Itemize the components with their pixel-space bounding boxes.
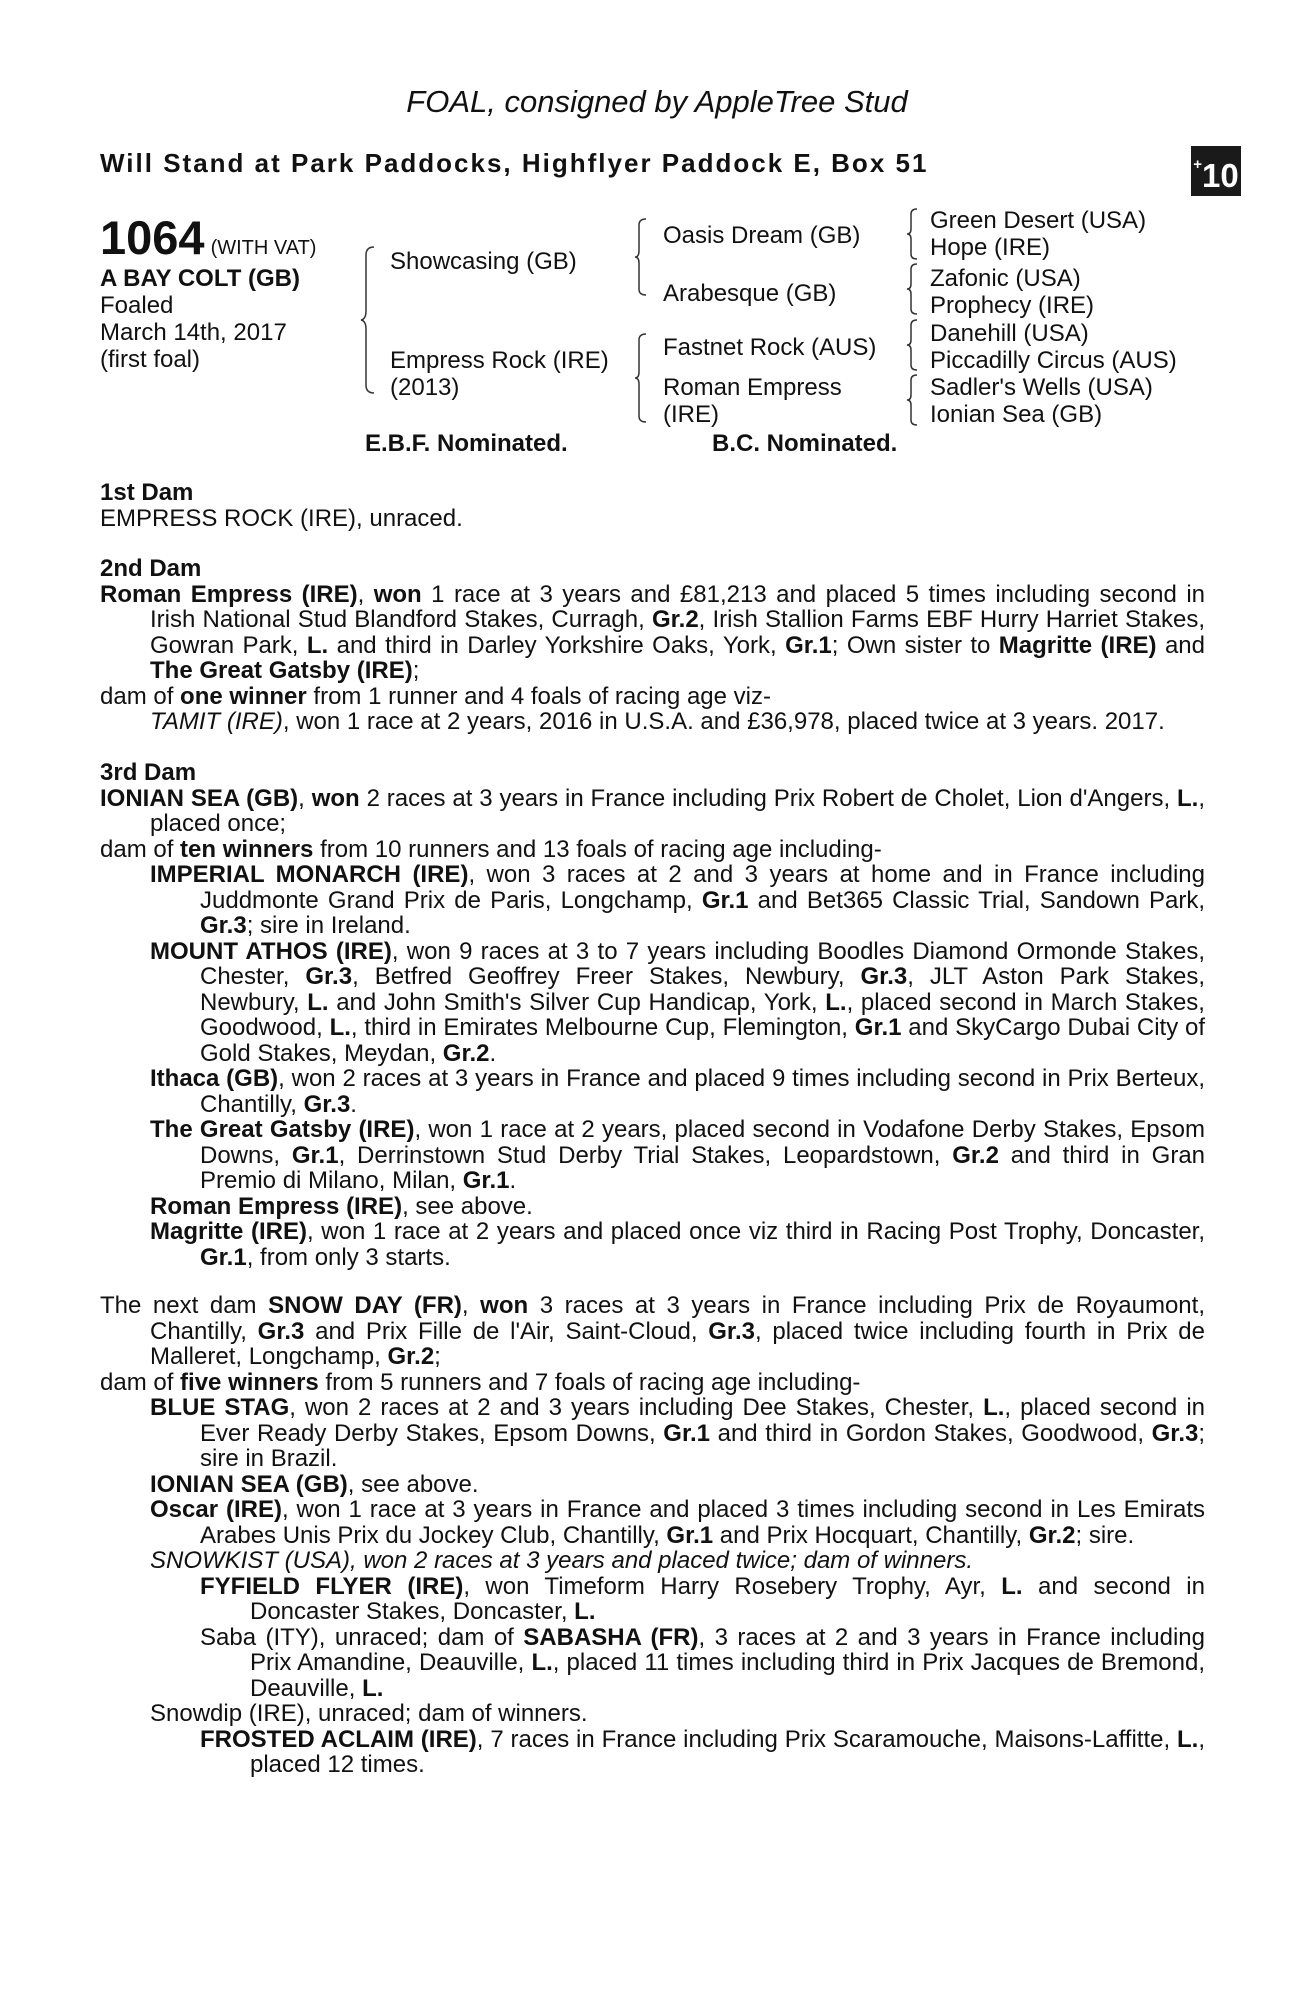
text: , placed 12 times.: [250, 1725, 1206, 1778]
bc-nominated: B.C. Nominated.: [712, 430, 898, 457]
pedigree-brace-5: [906, 262, 920, 316]
grade: L.: [531, 1649, 553, 1676]
pedigree-sdd: Prophecy (IRE): [930, 292, 1095, 319]
text: , won 2 races at 3 years and placed twice; dam of winners.: [350, 1547, 973, 1574]
grade: Gr.2: [651, 606, 699, 633]
second-dam-heading: 2nd Dam: [100, 555, 202, 582]
text: , won 2 races at 3 years in France and placed 9 times including second in Prix Berteux, Chantilly,: [200, 1065, 1205, 1118]
pedigree-brace-4: [906, 207, 920, 261]
text: , placed once;: [150, 784, 1205, 837]
text: dam of: [100, 682, 181, 710]
pedigree-sire-dam: Arabesque (GB): [663, 280, 837, 307]
lot-vat: (WITH VAT): [210, 237, 317, 259]
text: , placed twice including fourth in Prix de Malleret, Longchamp,: [150, 1317, 1206, 1370]
horse-name: SNOWKIST (USA): [150, 1547, 351, 1574]
text: .: [509, 1167, 517, 1194]
grade: L.: [362, 1674, 384, 1702]
third-dam-heading: 3rd Dam: [100, 759, 197, 786]
winners-count: five winners: [180, 1368, 319, 1396]
badge-number: 10: [1202, 157, 1239, 194]
text: and Prix Hocquart, Chantilly,: [713, 1521, 1029, 1549]
pedigree-dam-year: (2013): [390, 374, 460, 401]
plus-icon: +: [1193, 156, 1203, 173]
progeny-ithaca: [100, 1066, 1205, 1117]
third-dam-section: [100, 760, 1205, 1270]
text: , Derrinstown Stud Derby Trial Stakes, Leopardstown,: [338, 1141, 953, 1169]
text: , from only 3 starts.: [246, 1243, 451, 1271]
text: dam of: [100, 1368, 181, 1396]
grade: L.: [329, 1014, 351, 1041]
pedigree-brace-3: [634, 332, 650, 424]
winners-count: one winner: [180, 682, 307, 710]
text: , see above.: [402, 1192, 533, 1220]
progeny-saba: [100, 1625, 1205, 1702]
pedigree-dss: Danehill (USA): [930, 320, 1089, 347]
progeny-ionian-sea: [100, 1472, 1205, 1498]
grade: L.: [574, 1598, 596, 1625]
grade: Gr.2: [952, 1141, 999, 1169]
horse-name: FYFIELD FLYER (IRE): [200, 1572, 464, 1600]
grade: Gr.1: [291, 1141, 339, 1169]
horse-name: Magritte (IRE): [150, 1218, 307, 1245]
pedigree-dds: Sadler's Wells (USA): [930, 374, 1153, 401]
grade: Gr.3: [860, 963, 908, 990]
grade: Gr.3: [257, 1317, 305, 1345]
horse-name: SABASHA (FR): [523, 1623, 699, 1651]
text: , third in Emirates Melbourne Cup, Flemington,: [350, 1014, 855, 1041]
horse-name: BLUE STAG: [150, 1394, 290, 1421]
consignor-title: FOAL, consigned by AppleTree Stud: [406, 84, 908, 119]
progeny-frosted-aclaim: [100, 1727, 1205, 1778]
grade: Gr.2: [442, 1039, 490, 1067]
lot-info: [100, 265, 300, 373]
grade: Gr.1: [462, 1167, 510, 1194]
horse-name: Ithaca (GB): [150, 1065, 279, 1092]
grade: Gr.1: [200, 1243, 247, 1271]
winners-count: ten winners: [180, 835, 314, 863]
horse-name: IONIAN SEA (GB): [150, 1470, 348, 1498]
grade: Gr.1: [854, 1014, 902, 1041]
text: , won 1 race at 2 years, placed second in Vodafone Derby Stakes, Epsom Downs,: [200, 1116, 1205, 1169]
page-badge: [1191, 146, 1241, 196]
text: , JLT Aston Park Stakes, Newbury,: [200, 963, 1206, 1016]
text: , won 1 race at 3 years in France and placed 3 times including second in Les Emirats Arabes Unis Prix du Jockey Club, Chantilly,: [200, 1496, 1205, 1549]
grade: Gr.1: [701, 886, 749, 914]
text: , won Timeform Harry Rosebery Trophy, Ayr,: [463, 1572, 1002, 1600]
stand-location: Will Stand at Park Paddocks, Highflyer Paddock E, Box 51: [100, 148, 929, 178]
horse-name: Magritte (IRE): [998, 631, 1157, 659]
text: , won 2 races at 2 and 3 years including Dee Stakes, Chester,: [289, 1394, 984, 1421]
pedigree-dsd: Piccadilly Circus (AUS): [930, 347, 1177, 374]
pedigree-brace-7: [906, 373, 920, 427]
horse-name: IONIAN SEA (GB): [100, 784, 299, 812]
first-dam-section: [100, 480, 1205, 531]
progeny-roman-empress: [100, 1194, 1205, 1220]
lot-colt: A BAY COLT (GB): [100, 265, 301, 292]
text: , placed second in Ever Ready Derby Stakes, Epsom Downs,: [200, 1394, 1205, 1447]
horse-name: MOUNT ATHOS (IRE): [150, 937, 392, 965]
grade: L.: [1001, 1572, 1023, 1600]
lot-number: 1064: [100, 211, 205, 264]
lot-foal-date: March 14th, 2017: [100, 319, 287, 346]
text: ;: [412, 657, 420, 684]
progeny-magritte: [100, 1219, 1205, 1270]
second-dam-record: Roman Empress (IRE), won 1 race at 3 years and £81,213 and placed 5 times including second in Irish National Stud Blandford Stakes, Curragh, Gr.2, Irish Stallion Farms EBF Hurry Harriet Stakes, Gowran Park, L. and third in Darley Yorkshire Oaks, York, Gr.1; Own sister to Magritte (IRE) and The Great Gatsby (IRE);: [100, 580, 1206, 684]
progeny-oscar: [100, 1497, 1205, 1548]
horse-name: Oscar (IRE): [150, 1496, 282, 1523]
pedigree-ssd: Hope (IRE): [930, 234, 1051, 261]
progeny-the-great-gatsby: [100, 1117, 1205, 1194]
next-dam-produce: [100, 1370, 1205, 1396]
grade: Gr.3: [303, 1090, 351, 1118]
text: from 1 runner and 4 foals of racing age viz-: [306, 682, 771, 710]
text: 2 races at 3 years in France including Prix Robert de Cholet, Lion d'Angers,: [359, 784, 1177, 812]
pedigree-dam: Empress Rock (IRE): [390, 347, 609, 374]
text: , see above.: [347, 1470, 479, 1498]
text: and third in Darley Yorkshire Oaks, York,: [328, 631, 786, 659]
text: , Betfred Geoffrey Freer Stakes, Newbury,: [352, 963, 861, 990]
won-label: won: [480, 1292, 529, 1319]
grade: Gr.1: [785, 631, 832, 659]
pedigree-dam-sire: Fastnet Rock (AUS): [663, 334, 877, 361]
text: Saba (ITY), unraced; dam of: [200, 1623, 524, 1651]
horse-name: IMPERIAL MONARCH (IRE): [150, 861, 469, 888]
grade: L.: [1177, 784, 1199, 812]
text: dam of: [100, 835, 181, 863]
horse-name: Roman Empress (IRE): [100, 580, 358, 608]
pedigree-sire: Showcasing (GB): [390, 248, 577, 275]
text: and third in Gran Premio di Milano, Milan,: [200, 1141, 1206, 1194]
horse-name: Roman Empress (IRE): [150, 1192, 403, 1220]
next-dam-section: [100, 1293, 1205, 1778]
text: from 5 runners and 7 foals of racing age including-: [318, 1368, 861, 1396]
text: , won 1 race at 2 years, 2016 in U.S.A. and £36,978, placed twice at 3 years. 2017.: [282, 708, 1165, 735]
text: 3 races at 3 years in France including Prix de Royaumont, Chantilly,: [150, 1292, 1205, 1345]
text: , 7 races in France including Prix Scaramouche, Maisons-Laffitte,: [476, 1725, 1178, 1753]
lot-foaled: Foaled: [100, 292, 174, 319]
grade: Gr.1: [663, 1419, 710, 1447]
progeny-mount-athos: [100, 939, 1205, 1067]
third-dam-record: IONIAN SEA (GB), won 2 races at 3 years in France including Prix Robert de Cholet, Lion d'Angers, L., placed once;: [100, 784, 1205, 837]
grade: Gr.3: [1151, 1419, 1199, 1447]
grade: Gr.2: [1028, 1521, 1076, 1549]
horse-name: The Great Gatsby (IRE): [150, 1116, 415, 1143]
text: and second in Doncaster Stakes, Doncaster,: [250, 1572, 1205, 1625]
pedigree-dam-dam-country: (IRE): [663, 401, 719, 428]
grade: Gr.3: [708, 1317, 755, 1345]
ebf-nominated: E.B.F. Nominated.: [365, 430, 568, 457]
text: ; sire in Ireland.: [246, 912, 411, 939]
text: Snowdip (IRE), unraced; dam of winners.: [150, 1700, 588, 1727]
grade: Gr.1: [666, 1521, 714, 1549]
progeny-snowkist: [100, 1548, 1205, 1574]
progeny-snowdip: [100, 1701, 1205, 1727]
text: , placed second in March Stakes, Goodwood,: [200, 988, 1205, 1041]
text: and John Smith's Silver Cup Handicap, York,: [328, 988, 826, 1016]
text: and Prix Fille de l'Air, Saint-Cloud,: [304, 1317, 709, 1345]
text: from 10 runners and 13 foals of racing age including-: [313, 835, 882, 863]
text: , placed 11 times including third in Prix Jacques de Bremond, Deauville,: [250, 1649, 1205, 1702]
text: , won 1 race at 2 years and placed once viz third in Racing Post Trophy, Doncaster,: [306, 1218, 1205, 1245]
text: ; sire.: [1075, 1521, 1135, 1549]
text: The next dam: [100, 1292, 269, 1319]
text: , won 9 races at 3 to 7 years including Boodles Diamond Ormonde Stakes, Chester,: [200, 937, 1206, 990]
progeny-fyfield-flyer: [100, 1574, 1205, 1625]
horse-name: SNOW DAY (FR): [268, 1292, 462, 1319]
text: ; sire in Brazil.: [200, 1419, 1206, 1472]
text: , Irish Stallion Farms EBF Hurry Harriet Stakes, Gowran Park,: [150, 606, 1205, 659]
pedigree-brace-6: [906, 318, 920, 372]
horse-name: TAMIT (IRE): [150, 708, 283, 735]
first-dam-heading: 1st Dam: [100, 479, 194, 506]
second-dam-produce: [100, 684, 1205, 710]
lot-note: (first foal): [100, 346, 201, 373]
second-dam-section: [100, 556, 1205, 735]
horse-name: FROSTED ACLAIM (IRE): [200, 1725, 477, 1753]
text: and: [1156, 631, 1206, 659]
grade: Gr.2: [387, 1343, 435, 1370]
grade: L.: [825, 988, 847, 1016]
pedigree-ddd: Ionian Sea (GB): [930, 401, 1103, 428]
third-dam-produce: [100, 837, 1205, 863]
text: , won 3 races at 2 and 3 years at home and in France including Juddmonte Grand Prix de Paris, Longchamp,: [200, 861, 1205, 914]
text: and third in Gordon Stakes, Goodwood,: [709, 1419, 1152, 1447]
pedigree-sire-sire: Oasis Dream (GB): [663, 222, 861, 249]
text: and Bet365 Classic Trial, Sandown Park,: [748, 886, 1205, 914]
text: , 3 races at 2 and 3 years in France including Prix Amandine, Deauville,: [250, 1623, 1206, 1676]
progeny-imperial-monarch: [100, 862, 1205, 939]
grade: L.: [307, 988, 329, 1016]
progeny-tamit: [100, 709, 1205, 735]
grade: L.: [306, 631, 329, 659]
pedigree-brace-1: [360, 245, 380, 395]
first-dam-text: EMPRESS ROCK (IRE), unraced.: [100, 504, 463, 532]
text: 1 race at 3 years and £81,213 and placed 5 times including second in Irish National Stud Blandford Stakes, Curragh,: [150, 580, 1205, 633]
pedigree-sds: Zafonic (USA): [930, 265, 1081, 292]
pedigree-dam-dam: Roman Empress: [663, 374, 842, 401]
pedigree-brace-2: [634, 217, 650, 297]
text: ; Own sister to: [831, 631, 999, 659]
text: ;: [434, 1343, 441, 1370]
horse-name: The Great Gatsby (IRE): [150, 657, 413, 684]
won-label: won: [311, 784, 360, 812]
won-label: won: [373, 580, 422, 608]
text: .: [350, 1090, 357, 1118]
grade: Gr.3: [305, 963, 353, 990]
grade: L.: [1177, 1725, 1199, 1753]
next-dam-record: The next dam SNOW DAY (FR), won 3 races at 3 years in France including Prix de Royaumont, Chantilly, Gr.3 and Prix Fille de l'Air, Saint-Cloud, Gr.3, placed twice including fourth in Prix de Malleret, Longchamp, Gr.2;: [100, 1292, 1206, 1370]
text: and SkyCargo Dubai City of Gold Stakes, Meydan,: [200, 1014, 1206, 1067]
grade: L.: [983, 1394, 1005, 1421]
text: .: [489, 1039, 497, 1067]
pedigree-sss: Green Desert (USA): [930, 207, 1147, 234]
progeny-blue-stag: [100, 1395, 1205, 1472]
grade: Gr.3: [200, 912, 247, 939]
lot-header: [100, 210, 316, 265]
